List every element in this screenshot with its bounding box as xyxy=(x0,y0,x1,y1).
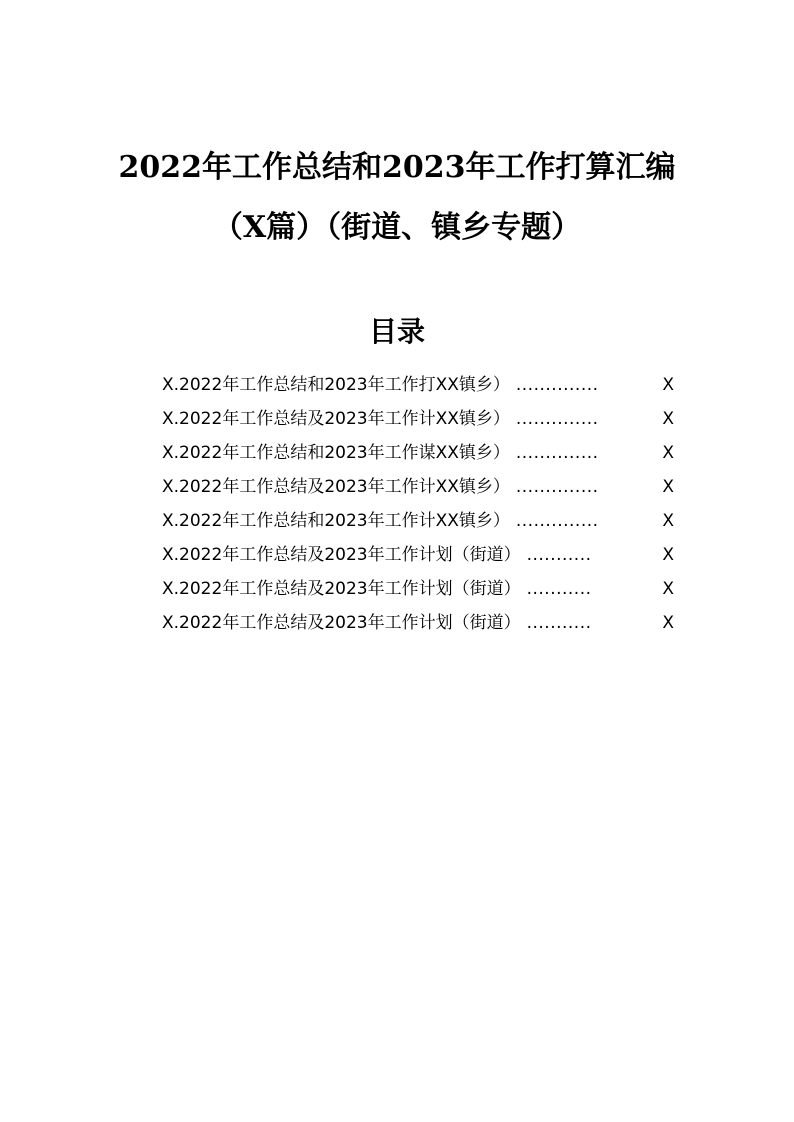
toc-item-leader: ........... xyxy=(526,579,592,599)
toc-item-text: X.2022年工作总结及2023年工作计XX镇乡） xyxy=(162,409,510,429)
toc-heading: 目录 xyxy=(368,315,425,348)
toc-item-page: X xyxy=(662,545,674,565)
toc-item[interactable] xyxy=(162,504,674,538)
toc-item-text: X.2022年工作总结和2023年工作打XX镇乡） xyxy=(162,375,510,395)
toc-item-page: X xyxy=(662,613,674,633)
toc-item-text: X.2022年工作总结和2023年工作计XX镇乡） xyxy=(162,511,510,531)
toc-item[interactable] xyxy=(162,538,674,572)
toc-item-page: X xyxy=(662,477,674,497)
toc-item[interactable] xyxy=(162,368,674,402)
toc-item-page: X xyxy=(662,443,674,463)
toc-item-leader: ........... xyxy=(526,613,592,633)
toc-item-leader: .............. xyxy=(515,375,599,395)
toc-item-page: X xyxy=(662,579,674,599)
toc-item-page: X xyxy=(662,511,674,531)
toc-list xyxy=(162,368,674,640)
toc-item[interactable] xyxy=(162,606,674,640)
toc-item[interactable] xyxy=(162,470,674,504)
toc-item-text: X.2022年工作总结和2023年工作谋XX镇乡） xyxy=(162,443,510,463)
toc-item-leader: .............. xyxy=(515,443,599,463)
document-title-line1: 2022年工作总结和2023年工作打算汇编 xyxy=(118,150,676,185)
toc-item[interactable] xyxy=(162,572,674,606)
toc-item-leader: ........... xyxy=(526,545,592,565)
toc-item-text: X.2022年工作总结及2023年工作计划（街道） xyxy=(162,545,521,565)
toc-item-text: X.2022年工作总结及2023年工作计划（街道） xyxy=(162,579,521,599)
toc-item[interactable] xyxy=(162,436,674,470)
toc-item-text: X.2022年工作总结及2023年工作计划（街道） xyxy=(162,613,521,633)
toc-item-text: X.2022年工作总结及2023年工作计XX镇乡） xyxy=(162,477,510,497)
toc-item-page: X xyxy=(662,409,674,429)
toc-item[interactable] xyxy=(162,402,674,436)
toc-item-leader: .............. xyxy=(515,511,599,531)
document-title-line2: （X篇）（街道、镇乡专题） xyxy=(212,210,582,245)
toc-item-page: X xyxy=(662,375,674,395)
toc-item-leader: .............. xyxy=(515,477,599,497)
toc-item-leader: .............. xyxy=(515,409,599,429)
